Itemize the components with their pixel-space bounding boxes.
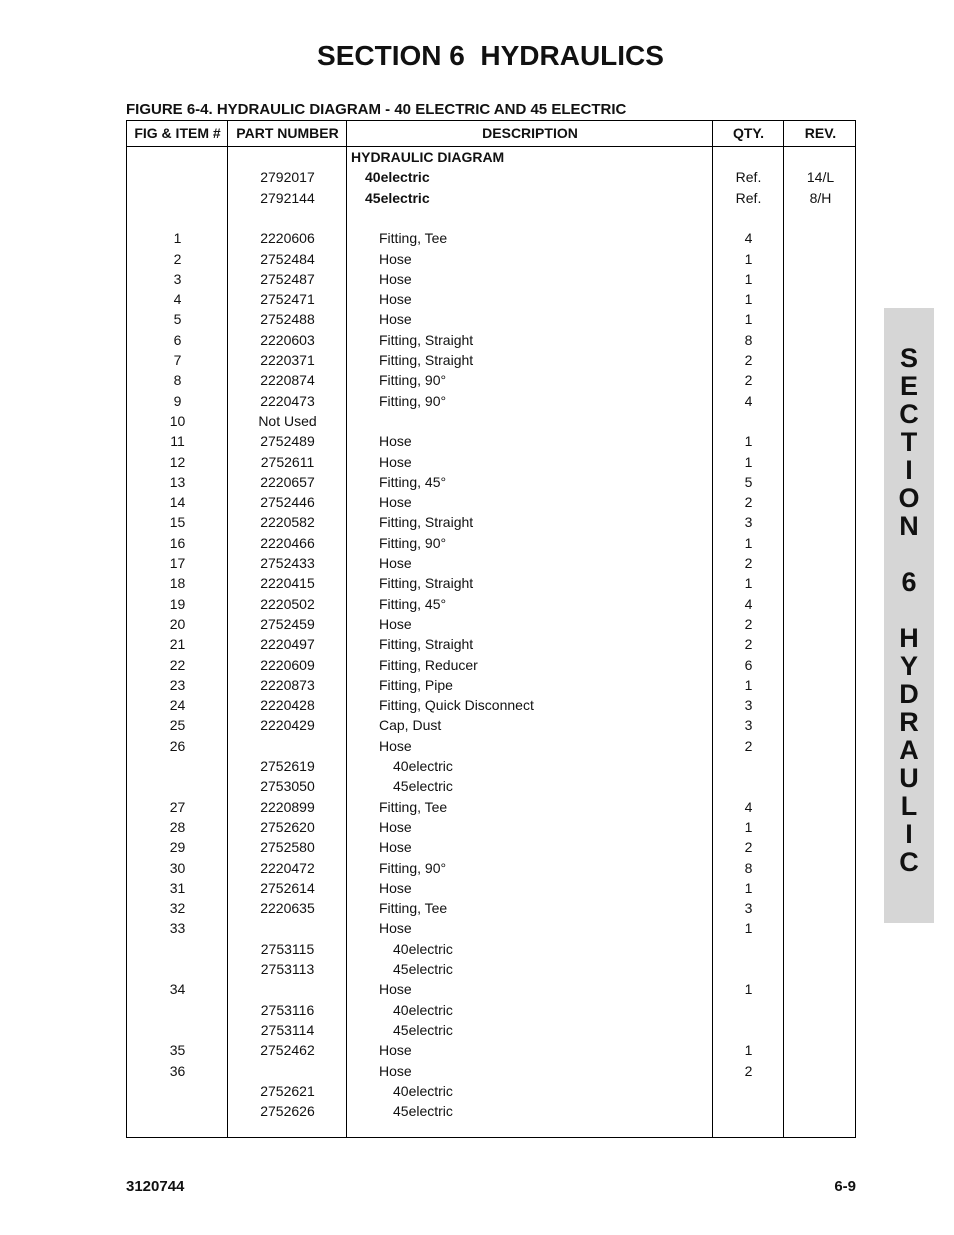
- table-row: [127, 1042, 857, 1062]
- qty-cell: 6: [744, 656, 753, 673]
- fig-item-cell: 26: [169, 737, 186, 754]
- description-cell: Fitting, Straight: [379, 352, 474, 368]
- part-number-cell: 2792017: [260, 169, 315, 186]
- description-cell: Hose: [379, 737, 412, 754]
- table-row: [127, 778, 857, 798]
- part-number-cell: 2752446: [260, 494, 315, 511]
- fig-item-cell: 36: [169, 1062, 186, 1079]
- table-row: [127, 717, 857, 737]
- qty-cell: 2: [744, 352, 753, 368]
- side-tab-letter: Y: [899, 651, 918, 681]
- part-number-cell: 2220428: [260, 697, 315, 714]
- table-row: [127, 230, 857, 250]
- table-row: [127, 575, 857, 595]
- side-tab-letter: U: [899, 763, 919, 793]
- table-row: [127, 738, 857, 758]
- part-number-cell: 2220609: [260, 656, 315, 673]
- part-number-cell: 2220899: [260, 798, 315, 815]
- qty-cell: 2: [744, 737, 753, 754]
- qty-cell: Ref.: [735, 189, 762, 206]
- table-row: [127, 1002, 857, 1022]
- part-number-cell: 2792144: [260, 189, 315, 206]
- qty-cell: 2: [744, 494, 753, 511]
- qty-cell: 4: [744, 392, 753, 409]
- part-number-cell: 2752459: [260, 615, 315, 632]
- fig-item-cell: 31: [169, 879, 186, 896]
- fig-item-cell: 6: [173, 331, 182, 348]
- table-row: [127, 352, 857, 372]
- part-number-cell: 2220582: [260, 514, 315, 531]
- qty-cell: 2: [744, 839, 753, 856]
- side-tab-letter: S: [899, 343, 918, 373]
- part-number-cell: 2753113: [260, 961, 315, 977]
- table-row: [127, 657, 857, 677]
- fig-item-cell: 2: [173, 250, 182, 267]
- table-row: [127, 596, 857, 616]
- part-number-cell: 2752484: [260, 250, 315, 267]
- description-cell: 45electric: [393, 778, 453, 795]
- qty-cell: 4: [744, 230, 753, 247]
- qty-cell: 2: [744, 372, 753, 389]
- table-row: [127, 332, 857, 352]
- fig-item-cell: 19: [169, 595, 186, 612]
- qty-cell: 2: [744, 615, 753, 632]
- page-number: 6-9: [834, 1178, 856, 1195]
- description-cell: 40electric: [393, 758, 453, 774]
- fig-item-cell: 23: [169, 676, 186, 693]
- description-cell: Hose: [379, 270, 412, 287]
- fig-item-cell: 9: [173, 392, 182, 409]
- table-row: [127, 474, 857, 494]
- part-number-cell: 2220497: [260, 636, 315, 653]
- description-cell: Fitting, Tee: [379, 900, 448, 917]
- side-tab-letter: I: [905, 819, 913, 849]
- part-number-cell: 2752487: [260, 270, 315, 287]
- description-cell: Hose: [379, 311, 412, 328]
- fig-item-cell: 3: [173, 270, 182, 287]
- fig-item-cell: 24: [169, 697, 186, 714]
- side-tab-letter: L: [900, 791, 918, 821]
- side-tab-letter: 6: [901, 567, 917, 597]
- part-number-cell: 2752614: [260, 879, 315, 896]
- description-cell: 40electric: [393, 940, 453, 957]
- fig-item-cell: 4: [173, 291, 182, 308]
- table-row: [127, 251, 857, 271]
- table-row: [127, 636, 857, 656]
- description-cell: Hose: [379, 1062, 412, 1079]
- qty-cell: 1: [744, 453, 753, 470]
- table-row: [127, 839, 857, 859]
- table-row: [127, 880, 857, 900]
- qty-cell: 3: [744, 717, 753, 734]
- part-number-cell: 2220657: [260, 473, 315, 490]
- part-number-cell: 2220429: [260, 717, 315, 734]
- part-number-cell: 2752621: [260, 1082, 315, 1099]
- table-row: [127, 1103, 857, 1123]
- part-number-cell: 2752626: [260, 1103, 315, 1120]
- qty-cell: 5: [744, 473, 753, 490]
- qty-cell: 3: [744, 697, 753, 714]
- table-row: [127, 271, 857, 291]
- part-number-cell: 2753114: [260, 1021, 315, 1038]
- table-row: [127, 616, 857, 636]
- qty-cell: 1: [744, 311, 753, 328]
- fig-item-cell: 8: [173, 372, 182, 389]
- description-cell: 45electric: [393, 1021, 453, 1038]
- description-cell: Hose: [379, 433, 412, 450]
- fig-item-cell: 35: [169, 1042, 186, 1059]
- table-row: [127, 372, 857, 392]
- qty-cell: 1: [744, 879, 753, 896]
- side-tab-letter: R: [899, 707, 919, 737]
- part-number-cell: Not Used: [258, 412, 317, 429]
- description-cell: Hose: [379, 879, 412, 896]
- table-row: [127, 535, 857, 555]
- fig-item-cell: 7: [173, 352, 182, 368]
- table-row: [127, 149, 857, 169]
- description-cell: Hose: [379, 291, 412, 308]
- part-number-cell: 2220874: [260, 372, 315, 389]
- document-number: 3120744: [126, 1178, 185, 1195]
- header-description: DESCRIPTION: [482, 125, 578, 141]
- side-tab-letter: C: [899, 399, 919, 429]
- table-row: [127, 758, 857, 778]
- side-tab-letter: E: [899, 371, 918, 401]
- qty-cell: 3: [744, 514, 753, 531]
- part-number-cell: 2220635: [260, 900, 315, 917]
- qty-cell: 2: [744, 555, 753, 571]
- fig-item-cell: 17: [169, 555, 186, 571]
- side-tab-letter: A: [899, 735, 919, 765]
- qty-cell: 1: [744, 920, 753, 937]
- description-cell: 40electric: [365, 169, 430, 186]
- part-number-cell: 2220873: [260, 676, 315, 693]
- parts-table: [126, 120, 856, 1138]
- part-number-cell: 2752471: [260, 291, 315, 308]
- fig-item-cell: 34: [169, 981, 186, 998]
- part-number-cell: 2752620: [260, 818, 315, 835]
- table-row: [127, 677, 857, 697]
- fig-item-cell: 27: [169, 798, 186, 815]
- description-cell: Fitting, 90°: [379, 534, 447, 551]
- description-cell: Fitting, Reducer: [379, 656, 478, 673]
- part-number-cell: 2753115: [260, 940, 315, 957]
- fig-item-cell: 22: [169, 656, 186, 673]
- table-row: [127, 454, 857, 474]
- description-cell: 40electric: [393, 1001, 453, 1018]
- description-cell: 45electric: [365, 189, 430, 206]
- fig-item-cell: 18: [169, 575, 186, 592]
- description-cell: Hose: [379, 453, 412, 470]
- qty-cell: 1: [744, 250, 753, 267]
- part-number-cell: 2752462: [260, 1042, 315, 1059]
- part-number-cell: 2752489: [260, 433, 315, 450]
- side-tab-letter: D: [899, 679, 919, 709]
- qty-cell: 1: [744, 818, 753, 835]
- side-tab-letter: O: [898, 483, 920, 513]
- table-row: [127, 900, 857, 920]
- description-cell: Fitting, Straight: [379, 636, 474, 653]
- table-row: [127, 555, 857, 575]
- part-number-cell: 2752580: [260, 839, 315, 856]
- description-cell: Hose: [379, 818, 412, 835]
- table-row: [127, 291, 857, 311]
- fig-item-cell: 32: [169, 900, 186, 917]
- qty-cell: 4: [744, 798, 753, 815]
- fig-item-cell: 1: [173, 230, 182, 247]
- table-row: [127, 819, 857, 839]
- table-header-row: [127, 121, 855, 147]
- description-cell: Cap, Dust: [379, 717, 442, 734]
- qty-cell: 1: [744, 1042, 753, 1059]
- rev-cell: 8/H: [809, 189, 832, 206]
- description-cell: Fitting, Straight: [379, 575, 474, 592]
- table-row: [127, 697, 857, 717]
- description-cell: Hose: [379, 555, 412, 571]
- fig-item-cell: 33: [169, 920, 186, 937]
- description-cell: Hose: [379, 920, 412, 937]
- side-tab-letter: T: [900, 427, 918, 457]
- fig-item-cell: 15: [169, 514, 186, 531]
- rev-cell: 14/L: [806, 169, 835, 186]
- fig-item-cell: 12: [169, 453, 186, 470]
- qty-cell: Ref.: [735, 169, 762, 186]
- qty-cell: 1: [744, 270, 753, 287]
- description-cell: Fitting, Quick Disconnect: [379, 697, 534, 714]
- description-cell: Fitting, Pipe: [379, 676, 453, 693]
- fig-item-cell: 28: [169, 818, 186, 835]
- table-row: [127, 433, 857, 453]
- side-tab-letter: H: [899, 623, 919, 653]
- fig-item-cell: 29: [169, 839, 186, 856]
- figure-title: FIGURE 6-4. HYDRAULIC DIAGRAM - 40 ELECTRIC AND 45 ELECTRIC: [126, 101, 627, 118]
- header-qty: QTY.: [732, 125, 765, 141]
- part-number-cell: 2220502: [260, 595, 315, 612]
- table-row: [127, 1022, 857, 1042]
- description-cell: 45electric: [393, 961, 453, 977]
- side-tab-letter: N: [899, 511, 919, 541]
- description-cell: Fitting, 90°: [379, 392, 447, 409]
- fig-item-cell: 11: [170, 433, 185, 450]
- description-cell: 45electric: [393, 1103, 453, 1120]
- part-number-cell: 2752433: [260, 555, 315, 571]
- description-cell: Fitting, Straight: [379, 331, 474, 348]
- side-tab-letter: C: [899, 847, 919, 877]
- qty-cell: 1: [744, 676, 753, 693]
- description-cell: Hose: [379, 494, 412, 511]
- part-number-cell: 2220606: [260, 230, 315, 247]
- header-rev: REV.: [804, 125, 837, 141]
- description-cell: Fitting, Tee: [379, 230, 448, 247]
- description-cell: Fitting, 45°: [379, 473, 447, 490]
- part-number-cell: 2220603: [260, 331, 315, 348]
- table-row: [127, 311, 857, 331]
- table-row: [127, 190, 857, 210]
- qty-cell: 8: [744, 331, 753, 348]
- fig-item-cell: 21: [169, 636, 186, 653]
- fig-item-cell: 5: [173, 311, 182, 328]
- description-cell: Fitting, Straight: [379, 514, 474, 531]
- table-row: [127, 920, 857, 940]
- qty-cell: 1: [744, 575, 753, 592]
- description-cell: Fitting, 90°: [379, 372, 447, 389]
- table-row: [127, 514, 857, 534]
- fig-item-cell: 20: [169, 615, 186, 632]
- table-row: [127, 494, 857, 514]
- description-cell: Hose: [379, 1042, 412, 1059]
- table-row: [127, 1063, 857, 1083]
- qty-cell: 1: [744, 981, 753, 998]
- table-row: [127, 799, 857, 819]
- description-cell: 40electric: [393, 1082, 453, 1099]
- description-cell: Hose: [379, 981, 412, 998]
- qty-cell: 2: [744, 636, 753, 653]
- part-number-cell: 2753050: [260, 778, 315, 795]
- side-tab-letter: I: [905, 455, 913, 485]
- header-part-number: PART NUMBER: [236, 125, 339, 141]
- description-cell: Hose: [379, 615, 412, 632]
- description-cell: Hose: [379, 839, 412, 856]
- part-number-cell: 2752619: [260, 758, 315, 774]
- table-row: [127, 413, 857, 433]
- table-row: [127, 393, 857, 413]
- description-cell: Fitting, 90°: [379, 859, 447, 876]
- part-number-cell: 2752611: [260, 453, 315, 470]
- part-number-cell: 2752488: [260, 311, 315, 328]
- section-title: SECTION 6 HYDRAULICS: [317, 40, 664, 71]
- table-row: [127, 169, 857, 189]
- description-cell: Fitting, Tee: [379, 798, 448, 815]
- qty-cell: 1: [744, 291, 753, 308]
- qty-cell: 4: [744, 595, 753, 612]
- fig-item-cell: 30: [169, 859, 186, 876]
- header-fig-item: FIG & ITEM #: [134, 125, 221, 141]
- table-row: [127, 961, 857, 981]
- qty-cell: 2: [744, 1062, 753, 1079]
- section-side-tab: [884, 308, 934, 923]
- qty-cell: 1: [744, 534, 753, 551]
- fig-item-cell: 10: [169, 412, 186, 429]
- description-cell: Hose: [379, 250, 412, 267]
- description-cell: Fitting, 45°: [379, 595, 447, 612]
- fig-item-cell: 13: [169, 473, 186, 490]
- fig-item-cell: 25: [169, 717, 186, 734]
- table-row: [127, 1083, 857, 1103]
- qty-cell: 3: [744, 900, 753, 917]
- part-number-cell: 2220473: [260, 392, 315, 409]
- part-number-cell: 2220466: [260, 534, 315, 551]
- part-number-cell: 2753116: [260, 1001, 315, 1018]
- part-number-cell: 2220371: [260, 352, 315, 368]
- table-row: [127, 981, 857, 1001]
- qty-cell: 1: [744, 433, 753, 450]
- part-number-cell: 2220415: [260, 575, 315, 592]
- qty-cell: 8: [744, 859, 753, 876]
- fig-item-cell: 16: [169, 534, 186, 551]
- part-number-cell: 2220472: [260, 859, 315, 876]
- description-cell: HYDRAULIC DIAGRAM: [351, 149, 505, 165]
- table-row: [127, 941, 857, 961]
- table-row: [127, 860, 857, 880]
- fig-item-cell: 14: [169, 494, 186, 511]
